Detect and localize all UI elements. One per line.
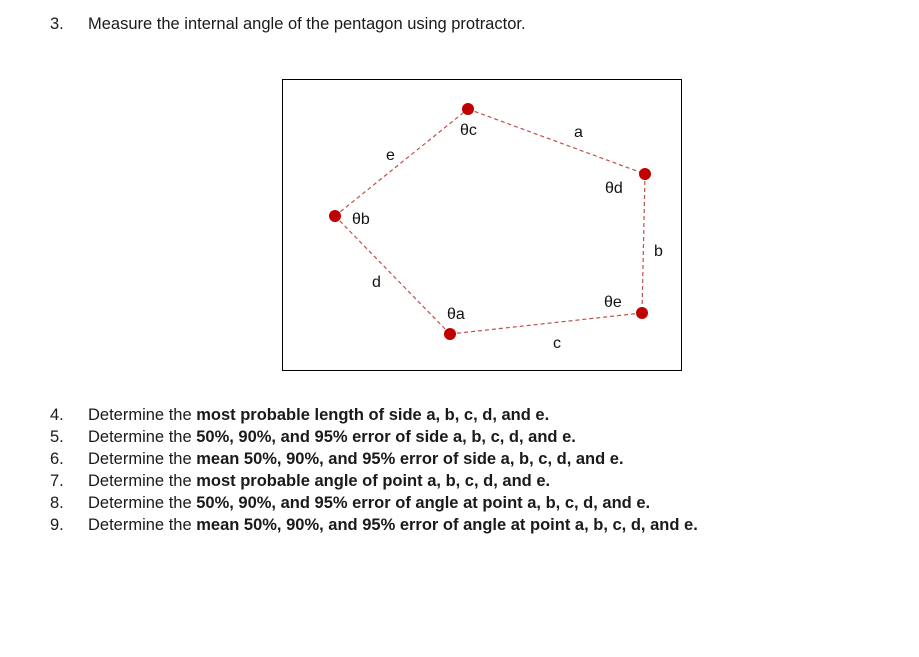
question-number: 8. <box>50 494 64 512</box>
vertex-e <box>636 307 648 319</box>
pentagon-diagram <box>282 79 682 371</box>
side-label-c: c <box>553 335 561 352</box>
question-text: Determine the mean 50%, 90%, and 95% error of side a, b, c, d, and e. <box>88 450 624 468</box>
question-text: Determine the mean 50%, 90%, and 95% error of angle at point a, b, c, d, and e. <box>88 516 698 534</box>
side-label-e: e <box>386 147 395 164</box>
figure-frame <box>283 80 682 371</box>
question-text: Measure the internal angle of the pentagon using protractor. <box>88 15 526 33</box>
vertex-b <box>329 210 341 222</box>
angle-label-b: θb <box>352 211 370 228</box>
angle-label-c: θc <box>460 122 477 139</box>
question-number: 5. <box>50 428 64 446</box>
question-number: 3. <box>50 15 64 33</box>
angle-label-a: θa <box>447 306 465 323</box>
question-text: Determine the most probable angle of point a, b, c, d, and e. <box>88 472 551 490</box>
question-text: Determine the 50%, 90%, and 95% error of side a, b, c, d, and e. <box>88 428 576 446</box>
question-text: Determine the most probable length of side a, b, c, d, and e. <box>88 406 550 424</box>
side-label-a: a <box>574 124 583 141</box>
question-number: 9. <box>50 516 64 534</box>
angle-label-d: θd <box>605 180 623 197</box>
question-number: 6. <box>50 450 64 468</box>
question-number: 4. <box>50 406 64 424</box>
question-number: 7. <box>50 472 64 490</box>
side-label-d: d <box>372 274 381 291</box>
pentagon-figure <box>282 79 682 371</box>
vertex-a <box>444 328 456 340</box>
vertex-d <box>639 168 651 180</box>
vertex-c <box>462 103 474 115</box>
question-text: Determine the 50%, 90%, and 95% error of angle at point a, b, c, d, and e. <box>88 494 651 512</box>
angle-label-e: θe <box>604 294 622 311</box>
side-label-b: b <box>654 243 663 260</box>
